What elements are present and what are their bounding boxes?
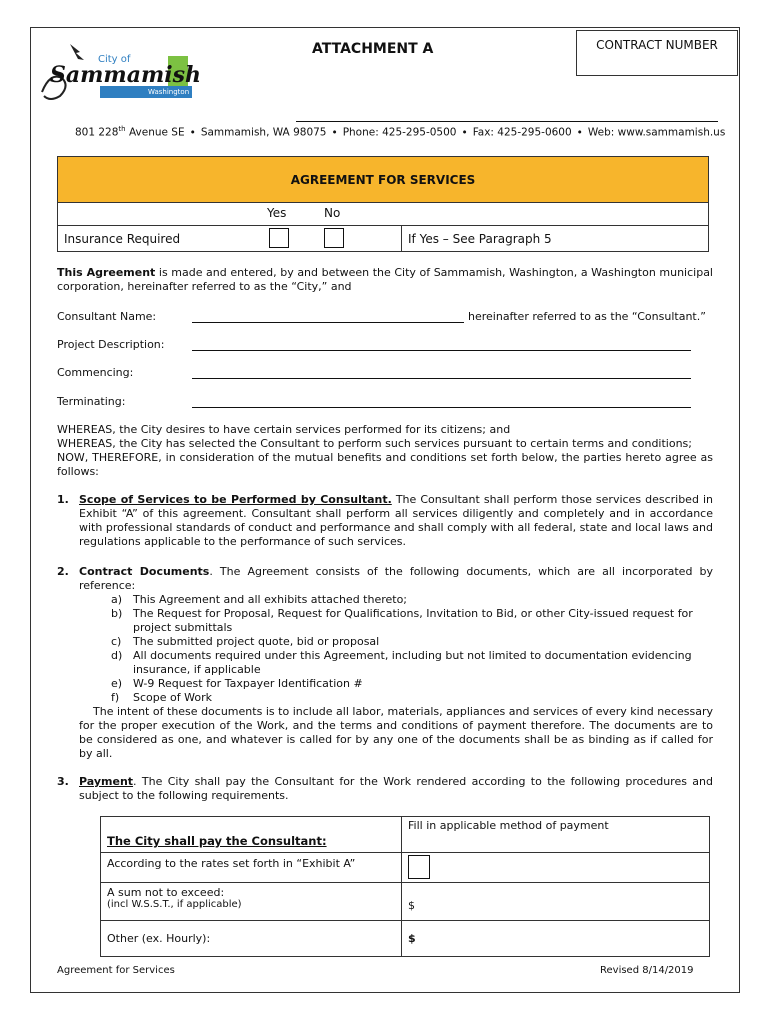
list-item-letter: e) <box>111 677 123 690</box>
table-row <box>101 921 710 957</box>
section-2-closing <box>79 705 713 761</box>
payment-row-other-value[interactable] <box>402 921 710 957</box>
address-phone: Phone: 425-295-0500 <box>342 126 457 139</box>
consultant-name-label: Consultant Name: <box>57 310 157 323</box>
footer-left: Agreement for Services <box>57 965 175 976</box>
page-title: ATTACHMENT A <box>312 41 434 57</box>
list-item <box>111 593 713 607</box>
list-item <box>111 607 713 635</box>
section-1 <box>57 493 713 549</box>
agreement-table <box>57 156 709 252</box>
intro-text: is made and entered, by and between the City of Sammamish, Washington, a Washington municipal corporation, hereinafter referred to as the “City,” and <box>57 266 713 293</box>
terminating-field[interactable] <box>192 407 691 408</box>
bullet-icon: • <box>331 126 338 139</box>
whereas-line: WHEREAS, the City desires to have certain services performed for its citizens; and <box>57 423 511 436</box>
insurance-divider <box>401 226 402 251</box>
list-item <box>111 677 713 691</box>
section-3-number: 3. <box>57 775 69 788</box>
logo-city-of: City of <box>98 54 131 65</box>
exhibit-a-checkbox[interactable] <box>408 855 430 879</box>
payment-table <box>100 816 710 957</box>
payment-header-right-text: Fill in applicable method of payment <box>408 819 609 832</box>
section-3-body <box>79 775 713 803</box>
list-item <box>111 649 713 677</box>
payment-header-right <box>402 817 710 853</box>
section-2 <box>57 565 713 761</box>
insurance-label: Insurance Required <box>64 232 181 246</box>
section-3-heading: Payment <box>79 775 134 788</box>
payment-row-sum-text: A sum not to exceed: <box>107 886 225 899</box>
project-description-label: Project Description: <box>57 338 165 351</box>
consultant-name-field[interactable] <box>192 322 464 323</box>
no-label: No <box>324 206 341 220</box>
section-2-number: 2. <box>57 565 69 578</box>
header-rule <box>296 121 718 122</box>
bullet-icon: • <box>461 126 468 139</box>
list-item-text: The submitted project quote, bid or proposal <box>133 635 380 648</box>
table-row <box>101 853 710 883</box>
bullet-icon: • <box>576 126 583 139</box>
commencing-label: Commencing: <box>57 366 134 379</box>
address-web: Web: www.sammamish.us <box>587 126 726 139</box>
agreement-heading <box>58 157 708 203</box>
whereas-block <box>57 423 713 479</box>
payment-row-other-dollar: $ <box>408 932 416 945</box>
city-logo <box>40 42 201 102</box>
address-street-sup: th <box>118 125 126 133</box>
list-item-text: The Request for Proposal, Request for Qualifications, Invitation to Bid, or other City-issued request for project submittals <box>133 607 693 634</box>
payment-header-left-text: The City shall pay the Consultant: <box>107 834 327 848</box>
payment-row-other <box>101 921 402 957</box>
payment-row-sum <box>101 883 402 921</box>
section-1-body <box>79 493 713 549</box>
table-row <box>101 883 710 921</box>
section-3-text: . The City shall pay the Consultant for the Work rendered according to the following procedures and subject to the following requirements. <box>79 775 713 802</box>
yes-label: Yes <box>267 206 287 220</box>
list-item-text: W-9 Request for Taxpayer Identification # <box>133 677 363 690</box>
insurance-row <box>58 226 708 251</box>
list-item-text: This Agreement and all exhibits attached thereto; <box>133 593 408 606</box>
commencing-field[interactable] <box>192 378 691 379</box>
intro-paragraph <box>57 266 713 294</box>
address-city: Sammamish, WA 98075 <box>200 126 327 139</box>
logo-state: Washington <box>148 88 190 96</box>
list-item-letter: c) <box>111 635 122 648</box>
whereas-line: WHEREAS, the City has selected the Consultant to perform such services pursuant to certain terms and conditions; <box>57 437 692 450</box>
payment-row-exhibit-text: According to the rates set forth in “Exhibit A” <box>107 857 356 870</box>
list-item-letter: f) <box>111 691 120 704</box>
payment-row-sum-value[interactable] <box>402 883 710 921</box>
whereas-line: NOW, THEREFORE, in consideration of the mutual benefits and conditions set forth below, the parties hereto agree as follows: <box>57 451 713 478</box>
list-item-letter: d) <box>111 649 123 662</box>
address-street-rest: Avenue SE <box>125 126 185 139</box>
section-3 <box>57 775 713 803</box>
contract-number-box[interactable] <box>576 30 738 76</box>
insurance-yes-checkbox[interactable] <box>269 228 289 248</box>
consultant-suffix: hereinafter referred to as the “Consultant.” <box>468 310 706 323</box>
section-2-closing-text: The intent of these documents is to include all labor, materials, appliances and services of every kind necessary for the proper execution of the Work, and the terms and conditions of payment therefore. The documents are to be considered as one, and whatever is called for by any one of the documents shall be as binding as if called for by all. <box>79 705 713 760</box>
section-1-text: The Consultant shall perform those services described in Exhibit “A” of this agreement. Consultant shall perform all services diligently and completely and in accordance with professional standards of conduct and performance and shall comply with all federal, state and local laws and regulations applicable to the performance of such services. <box>79 493 713 548</box>
terminating-label: Terminating: <box>57 395 126 408</box>
payment-row-exhibit-value <box>402 853 710 883</box>
list-item-letter: b) <box>111 607 123 620</box>
address-line <box>75 125 725 139</box>
payment-row-other-text: Other (ex. Hourly): <box>107 932 211 945</box>
payment-row-sum-dollar: $ <box>408 899 415 912</box>
payment-row-sum-note: (incl W.S.S.T., if applicable) <box>107 899 242 910</box>
if-yes-label: If Yes – See Paragraph 5 <box>408 232 552 246</box>
yes-no-header-row <box>58 203 708 226</box>
agreement-heading-text: AGREEMENT FOR SERVICES <box>290 172 476 187</box>
list-item-text: All documents required under this Agreement, including but not limited to documentation evidencing insurance, if applicable <box>133 649 692 676</box>
footer-right: Revised 8/14/2019 <box>600 965 694 976</box>
intro-bold: This Agreement <box>57 266 156 279</box>
payment-header-row <box>101 817 710 853</box>
list-item <box>111 691 713 705</box>
contract-number-label: CONTRACT NUMBER <box>596 38 718 52</box>
contract-documents-list <box>111 593 713 705</box>
list-item-letter: a) <box>111 593 123 606</box>
section-2-body <box>79 565 713 761</box>
section-1-number: 1. <box>57 493 69 506</box>
bullet-icon: • <box>189 126 196 139</box>
payment-row-exhibit <box>101 853 402 883</box>
section-2-text: . The Agreement consists of the following documents, which are all incorporated by reference: <box>79 565 713 592</box>
address-street: 801 228 <box>75 126 119 139</box>
address-fax: Fax: 425-295-0600 <box>472 126 572 139</box>
payment-header-left <box>101 817 402 853</box>
logo-name: Sammamish <box>50 62 201 88</box>
project-description-field[interactable] <box>192 350 691 351</box>
list-item <box>111 635 713 649</box>
insurance-no-checkbox[interactable] <box>324 228 344 248</box>
section-2-heading: Contract Documents <box>79 565 210 578</box>
list-item-text: Scope of Work <box>133 691 212 704</box>
section-1-heading: Scope of Services to be Performed by Consultant. <box>79 493 392 506</box>
